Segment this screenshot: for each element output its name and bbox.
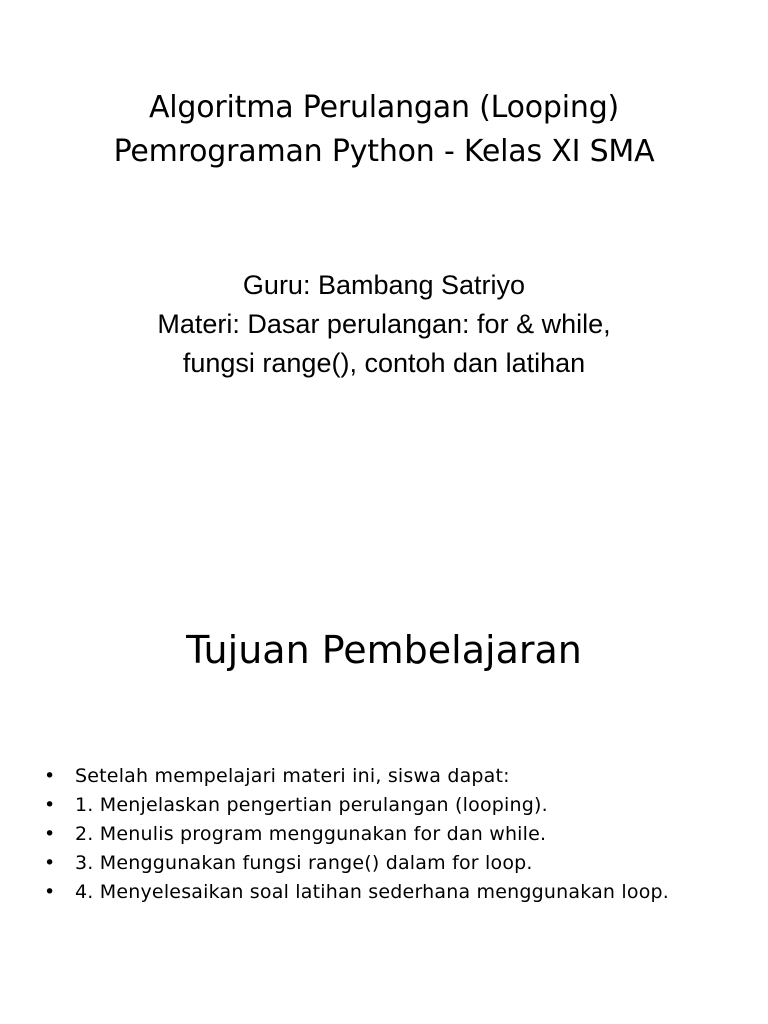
list-item-text: 1. Menjelaskan pengertian perulangan (looping). bbox=[75, 794, 548, 816]
slide-title-line-2: Pemrograman Python - Kelas XI SMA bbox=[113, 134, 655, 169]
list-item-text: 2. Menulis program menggunakan for dan while. bbox=[75, 823, 547, 845]
slide-title-line-1: Algoritma Perulangan (Looping) bbox=[148, 90, 620, 125]
bullet-icon: • bbox=[44, 881, 56, 903]
bullet-icon: • bbox=[44, 765, 56, 787]
list-item-text: 3. Menggunakan fungsi range() dalam for loop. bbox=[75, 852, 533, 874]
list-item bbox=[44, 791, 684, 820]
material-line-1: Materi: Dasar perulangan: for & while, bbox=[157, 309, 611, 339]
objectives-list bbox=[44, 762, 684, 907]
bullet-icon: • bbox=[44, 794, 56, 816]
list-item-text: Setelah mempelajari materi ini, siswa dapat: bbox=[75, 765, 510, 787]
list-item-text: 4. Menyelesaikan soal latihan sederhana menggunakan loop. bbox=[75, 881, 670, 903]
objectives-heading: Tujuan Pembelajaran bbox=[186, 628, 582, 672]
teacher-name: Guru: Bambang Satriyo bbox=[242, 270, 526, 300]
list-item bbox=[44, 762, 684, 791]
slide-title bbox=[0, 86, 768, 174]
list-item bbox=[44, 849, 684, 878]
bullet-icon: • bbox=[44, 852, 56, 874]
material-line-2: fungsi range(), contoh dan latihan bbox=[182, 348, 586, 378]
list-item bbox=[44, 878, 684, 907]
slide-subtitle bbox=[0, 266, 768, 383]
bullet-icon: • bbox=[44, 823, 56, 845]
objectives-slide bbox=[0, 512, 768, 1024]
list-item bbox=[44, 820, 684, 849]
